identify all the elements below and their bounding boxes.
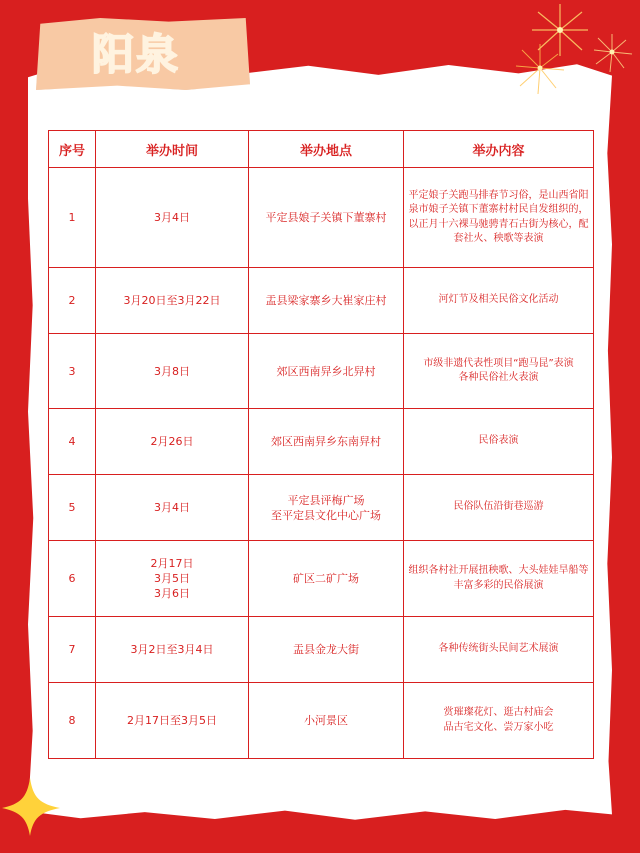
cell-content xyxy=(404,334,594,409)
cell-place xyxy=(249,168,404,268)
place-line: 矿区二矿广场 xyxy=(293,572,359,585)
time-line: 3月6日 xyxy=(154,587,190,600)
place-line: 平定县娘子关镇下董寨村 xyxy=(265,211,387,224)
firework-decoration xyxy=(500,0,640,110)
table-header-row xyxy=(49,131,594,168)
cell-time xyxy=(96,617,249,683)
table-row xyxy=(49,683,594,759)
cell-number: 6 xyxy=(49,541,96,617)
cell-number: 7 xyxy=(49,617,96,683)
cell-content xyxy=(404,409,594,475)
header-number: 序号 xyxy=(49,131,96,168)
cell-time xyxy=(96,268,249,334)
content-line: 市级非遗代表性项目“跑马昆”表演 xyxy=(423,357,574,369)
time-line: 2月17日至3月5日 xyxy=(127,714,217,727)
cell-place xyxy=(249,268,404,334)
cell-content xyxy=(404,168,594,268)
content-line: 民俗表演 xyxy=(478,435,519,447)
table-row xyxy=(49,334,594,409)
cell-content xyxy=(404,617,594,683)
time-line: 3月4日 xyxy=(154,501,190,514)
table-row xyxy=(49,475,594,541)
cell-time xyxy=(96,334,249,409)
content-line: 组织各村社开展扭秧歌、大头娃娃旱船等丰富多彩的民俗展演 xyxy=(408,565,589,591)
cell-time xyxy=(96,475,249,541)
header-place: 举办地点 xyxy=(249,131,404,168)
events-table xyxy=(48,130,594,759)
cell-number: 3 xyxy=(49,334,96,409)
cell-time xyxy=(96,683,249,759)
content-line: 平定娘子关跑马排春节习俗，是山西省阳泉市娘子关镇下董寨村村民自发组织的，以正月十六裸马驰骋青石古街为核心，配套社火、秧歌等表演 xyxy=(408,189,589,244)
time-line: 3月4日 xyxy=(154,211,190,224)
header-time: 举办时间 xyxy=(96,131,249,168)
time-line: 3月5日 xyxy=(154,572,190,585)
place-line: 郊区西南舁乡东南舁村 xyxy=(271,435,381,448)
place-line: 小河景区 xyxy=(304,714,348,727)
place-line: 平定县评梅广场 xyxy=(287,493,365,507)
sparkle-icon xyxy=(0,770,70,840)
table-row xyxy=(49,541,594,617)
content-line: 河灯节及相关民俗文化活动 xyxy=(438,294,559,306)
table-row xyxy=(49,168,594,268)
cell-time xyxy=(96,168,249,268)
cell-number: 5 xyxy=(49,475,96,541)
cell-number: 2 xyxy=(49,268,96,334)
time-line: 2月17日 xyxy=(150,557,194,570)
place-line: 盂县金龙大街 xyxy=(293,643,359,656)
cell-place xyxy=(249,334,404,409)
cell-place xyxy=(249,409,404,475)
content-line: 民俗队伍沿街巷巡游 xyxy=(453,501,544,513)
header-content: 举办内容 xyxy=(404,131,594,168)
time-line: 2月26日 xyxy=(150,435,194,448)
table-row xyxy=(49,409,594,475)
cell-place xyxy=(249,475,404,541)
cell-content xyxy=(404,475,594,541)
content-line: 各种民俗社火表演 xyxy=(458,372,539,383)
content-line: 品古宅文化、尝万家小吃 xyxy=(443,721,554,733)
time-line: 3月20日至3月22日 xyxy=(123,294,221,307)
cell-time xyxy=(96,409,249,475)
cell-number: 4 xyxy=(49,409,96,475)
table-row xyxy=(49,268,594,334)
cell-number: 8 xyxy=(49,683,96,759)
cell-content xyxy=(404,683,594,759)
content-line: 赏璀璨花灯、逛古村庙会 xyxy=(443,707,554,718)
cell-time xyxy=(96,541,249,617)
content-line: 各种传统街头民间艺术展演 xyxy=(438,643,559,655)
cell-number: 1 xyxy=(49,168,96,268)
cell-place xyxy=(249,617,404,683)
place-line: 至平定县文化中心广场 xyxy=(271,508,381,522)
page-title: 阳泉 xyxy=(92,30,181,79)
cell-place xyxy=(249,541,404,617)
table-row xyxy=(49,617,594,683)
place-line: 郊区西南舁乡北舁村 xyxy=(276,364,376,378)
cell-content xyxy=(404,268,594,334)
time-line: 3月2日至3月4日 xyxy=(130,643,214,656)
cell-content xyxy=(404,541,594,617)
cell-place xyxy=(249,683,404,759)
place-line: 盂县梁家寨乡大崔家庄村 xyxy=(265,294,387,307)
time-line: 3月8日 xyxy=(154,364,190,378)
